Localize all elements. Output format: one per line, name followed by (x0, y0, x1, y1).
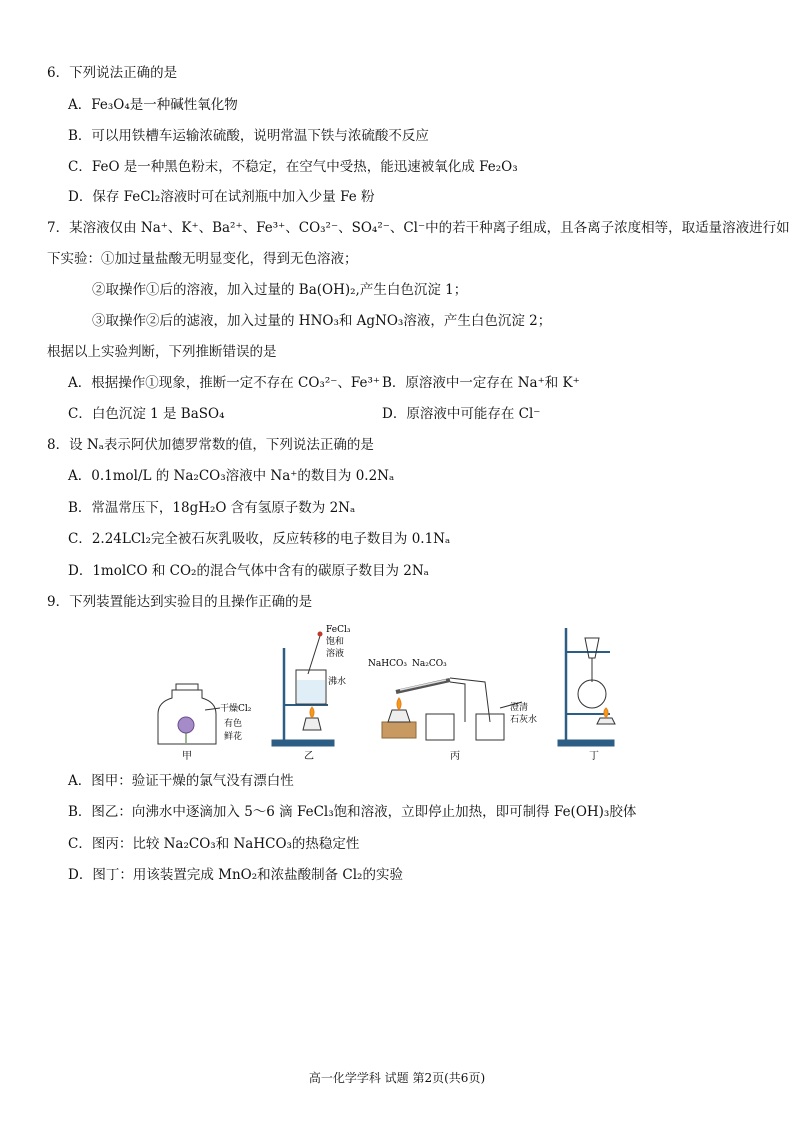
q8-option-b: B．常温常压下，18gH₂O 含有氢原子数为 2Nₐ (68, 500, 356, 516)
q9-stem: 9．下列装置能达到实验目的且操作正确的是 (47, 594, 313, 610)
q9-option-c: C．图丙：比较 Na₂CO₃和 NaHCO₃的热稳定性 (68, 836, 360, 852)
stand-base (272, 740, 334, 746)
page-footer: 高一化学学科 试题 第2页(共6页) (308, 1071, 486, 1085)
leader-line (205, 708, 220, 710)
q7-option-b: B．原溶液中一定存在 Na⁺和 K⁺ (382, 375, 580, 391)
q6-stem: 6．下列说法正确的是 (47, 65, 178, 81)
yi-label-saturated: 饱和 (326, 637, 345, 647)
q6-option-b: B．可以用铁槽车运输浓硫酸，说明常温下铁与浓硫酸不反应 (68, 128, 429, 144)
beaker-1 (426, 714, 454, 740)
apparatus-svg (150, 622, 650, 762)
q9-option-d: D．图丁：用该装置完成 MnO₂和浓盐酸制备 Cl₂的实验 (68, 867, 403, 883)
q8-stem: 8．设 Nₐ表示阿伏加德罗常数的值，下列说法正确的是 (47, 437, 374, 453)
delivery-tube-1 (450, 682, 465, 722)
q9-option-b: B．图乙：向沸水中逐滴加入 5～6 滴 FeCl₃饱和溶液，立即停止加热，即可制得 Fe(OH)₃胶体 (68, 804, 637, 820)
ding-caption: 丁 (589, 751, 599, 762)
stand-base (558, 740, 614, 746)
yi-label-fecl3: FeCl₃ (326, 625, 351, 635)
inner-test-tube (400, 680, 446, 690)
q6-option-d: D．保存 FeCl₂溶液时可在试剂瓶中加入少量 Fe 粉 (68, 189, 375, 205)
q7-step3: ③取操作②后的滤液，加入过量的 HNO₃和 AgNO₃溶液，产生白色沉淀 2； (92, 313, 552, 329)
alcohol-lamp (597, 718, 615, 724)
bing-label-limewater: 石灰水 (510, 715, 538, 725)
q7-option-d: D．原溶液中可能存在 Cl⁻ (382, 406, 541, 422)
yi-label-solution: 溶液 (326, 649, 345, 659)
q6-option-c: C．FeO 是一种黑色粉末，不稳定，在空气中受热，能迅速被氧化成 Fe₂O₃ (68, 159, 518, 175)
round-bottom-flask (578, 680, 606, 708)
outer-test-tube (396, 680, 450, 692)
jia-label-dry-cl2: 干燥Cl₂ (220, 704, 252, 714)
figure-yi (272, 632, 334, 747)
beaker-2 (476, 714, 504, 740)
flame (397, 698, 401, 710)
bing-caption: 丙 (450, 751, 460, 762)
q7-step2: ②取操作①后的溶液，加入过量的 Ba(OH)₂,产生白色沉淀 1； (92, 282, 468, 298)
q7-option-c: C．白色沉淀 1 是 BaSO₄ (68, 406, 225, 422)
figure-ding (558, 628, 615, 746)
q7-stem-line3: 根据以上实验判断，下列推断错误的是 (47, 344, 277, 360)
alcohol-lamp (388, 710, 410, 722)
flower (178, 717, 194, 733)
figure-jia (158, 684, 220, 744)
q6-option-a: A．Fe₃O₄是一种碱性氧化物 (68, 97, 238, 113)
q7-stem-line1: 7．某溶液仅由 Na⁺、K⁺、Ba²⁺、Fe³⁺、CO₃²⁻、SO₄²⁻、Cl⁻中的若干种离子组成，且各离子浓度相等，取适量溶液进行如 (47, 220, 790, 236)
q9-option-a: A．图甲：验证干燥的氯气没有漂白性 (68, 773, 294, 789)
delivery-tube-2 (450, 678, 490, 722)
jia-label-flower: 鲜花 (224, 732, 243, 742)
q8-option-d: D．1molCO 和 CO₂的混合气体中含有的碳原子数目为 2Nₐ (68, 563, 429, 579)
bing-label-clear: 澄清 (510, 703, 529, 713)
jia-label-colored: 有色 (224, 719, 243, 729)
jia-caption: 甲 (182, 751, 192, 762)
q7-option-a: A．根据操作①现象，推断一定不存在 CO₃²⁻、Fe³⁺ (68, 375, 381, 391)
figure-bing (382, 678, 522, 740)
dropper-bulb (318, 632, 323, 637)
separatory-funnel (585, 638, 599, 658)
apparatus-figures (150, 622, 650, 762)
flame (604, 708, 608, 718)
q8-option-c: C．2.24LCl₂完全被石灰乳吸收，反应转移的电子数目为 0.1Nₐ (68, 531, 451, 547)
alcohol-lamp (303, 718, 321, 730)
bing-label-na2co3: Na₂CO₃ (412, 659, 447, 669)
flame (310, 707, 314, 718)
yi-label-boiling-water: 沸水 (328, 677, 347, 687)
boiling-water (297, 680, 325, 703)
yi-caption: 乙 (304, 751, 314, 762)
q7-stem-line2: 下实验：①加过量盐酸无明显变化，得到无色溶液； (47, 251, 358, 267)
dropper (308, 636, 320, 674)
bottle-stopper (176, 684, 198, 690)
wooden-block (382, 722, 416, 738)
bing-label-nahco3: NaHCO₃ (368, 659, 407, 669)
q8-option-a: A．0.1mol/L 的 Na₂CO₃溶液中 Na⁺的数目为 0.2Nₐ (68, 468, 395, 484)
